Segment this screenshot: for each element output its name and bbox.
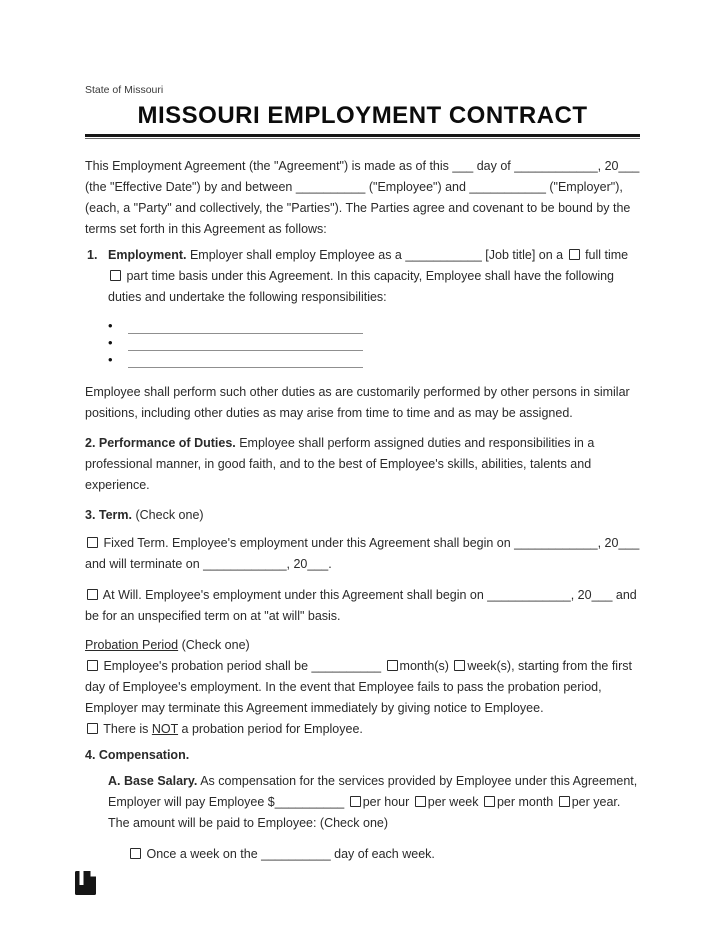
blank-line: [128, 353, 363, 368]
at-will-option: [85, 585, 640, 627]
text-segment: per year. The amount will be paid to Employee: (Check one): [108, 795, 621, 830]
text-segment: This Employment Agreement (the "Agreement") is made as of this ___ day of ____________, 20___ (the "Effective Date") by and between __________ ("Employee") and ___________ ("Employer"), (each, a "Party" and collectively, the "Parties"). The Parties agree and covenant to be bound by the terms set forth in this Agreement as follows:: [85, 159, 640, 236]
text-segment: per month: [496, 795, 557, 809]
blank-line: [128, 336, 363, 351]
checkbox[interactable]: [559, 796, 570, 807]
once-a-week-option: [85, 844, 640, 865]
text-segment: At Will. Employee's employment under this Agreement shall begin on ____________, 20___ and be for an unspecified term on at "at will" basis.: [85, 588, 637, 623]
text-segment: full time: [581, 248, 629, 262]
section-3-term: [85, 505, 640, 526]
duties-list: [85, 317, 640, 368]
bullet-icon: •: [108, 335, 113, 350]
checkbox[interactable]: [87, 589, 98, 600]
bullet-item: [108, 317, 640, 334]
state-label: State of Missouri: [85, 84, 164, 96]
intro-paragraph: [85, 156, 640, 240]
document-content: [85, 84, 640, 865]
text-segment: week(s), starting from the first day of Employee's employment. In the event that Employee fails to pass the probation period, Employer may terminate this Agreement immediately by giving notice to Employee.: [85, 659, 632, 715]
page-title: MISSOURI EMPLOYMENT CONTRACT: [137, 102, 588, 129]
checkbox[interactable]: [87, 660, 98, 671]
checkbox[interactable]: [350, 796, 361, 807]
checkbox[interactable]: [130, 848, 141, 859]
text-segment: As compensation for the services provided by Employee under this Agreement, Employer will pay Employee $__________: [108, 774, 638, 809]
section-1-employment: [85, 245, 640, 308]
other-duties-paragraph: [85, 382, 640, 424]
text-segment: per week: [427, 795, 482, 809]
bold-text: 3. Term.: [85, 508, 133, 522]
bold-text: A. Base Salary.: [108, 774, 198, 788]
text-segment: Employee's probation period shall be __________: [100, 659, 385, 673]
fixed-term-option: [85, 533, 640, 575]
section-2-performance: [85, 433, 640, 496]
title-rule: [85, 134, 640, 137]
bullet-icon: •: [108, 352, 113, 367]
text-segment: Employee shall perform such other duties as are customarily performed by other persons in similar positions, including other duties as may arise from time to time and as may be assigned.: [85, 385, 630, 420]
text-segment: Fixed Term. Employee's employment under this Agreement shall begin on ____________, 20___ and will terminate on ____________, 20___.: [85, 536, 640, 571]
probation-option-none: [85, 719, 640, 740]
text-segment: Employer shall employ Employee as a ___________ [Job title] on a: [186, 248, 567, 262]
checkbox[interactable]: [484, 796, 495, 807]
text-segment: month(s): [399, 659, 453, 673]
text-segment: Once a week on the __________ day of each week.: [143, 847, 435, 861]
bold-text: Employment.: [108, 248, 187, 262]
text-segment: There is: [100, 722, 152, 736]
probation-heading: [85, 635, 640, 656]
section-number: 1.: [87, 248, 98, 262]
blank-line: [128, 319, 363, 334]
section-4-compensation: [85, 745, 640, 766]
text-segment: (Check one): [178, 638, 250, 652]
text-segment: a probation period for Employee.: [178, 722, 363, 736]
text-segment: (Check one): [132, 508, 204, 522]
document-body: [85, 156, 640, 865]
checkbox[interactable]: [87, 723, 98, 734]
bullet-item: [108, 334, 640, 351]
text-segment: per hour: [362, 795, 413, 809]
title-rule-shadow: [85, 138, 640, 139]
legaltemplates-logo-icon: [75, 870, 99, 897]
base-salary-paragraph: [85, 771, 640, 834]
checkbox[interactable]: [387, 660, 398, 671]
bold-text: 2. Performance of Duties.: [85, 436, 236, 450]
bold-text: 4. Compensation.: [85, 748, 190, 762]
bullet-icon: •: [108, 318, 113, 333]
underlined-text: NOT: [151, 722, 179, 736]
checkbox[interactable]: [87, 537, 98, 548]
checkbox[interactable]: [569, 249, 580, 260]
text-segment: part time basis under this Agreement. In this capacity, Employee shall have the following duties and undertake the following responsibilities:: [108, 269, 614, 304]
bullet-item: [108, 351, 640, 368]
checkbox[interactable]: [415, 796, 426, 807]
text-segment: Employee shall perform assigned duties and responsibilities in a professional manner, in good faith, and to the best of Employee's skills, abilities, talents and experience.: [85, 436, 595, 492]
probation-option-duration: [85, 656, 640, 719]
checkbox[interactable]: [110, 270, 121, 281]
checkbox[interactable]: [454, 660, 465, 671]
underlined-text: Probation Period: [85, 638, 179, 652]
